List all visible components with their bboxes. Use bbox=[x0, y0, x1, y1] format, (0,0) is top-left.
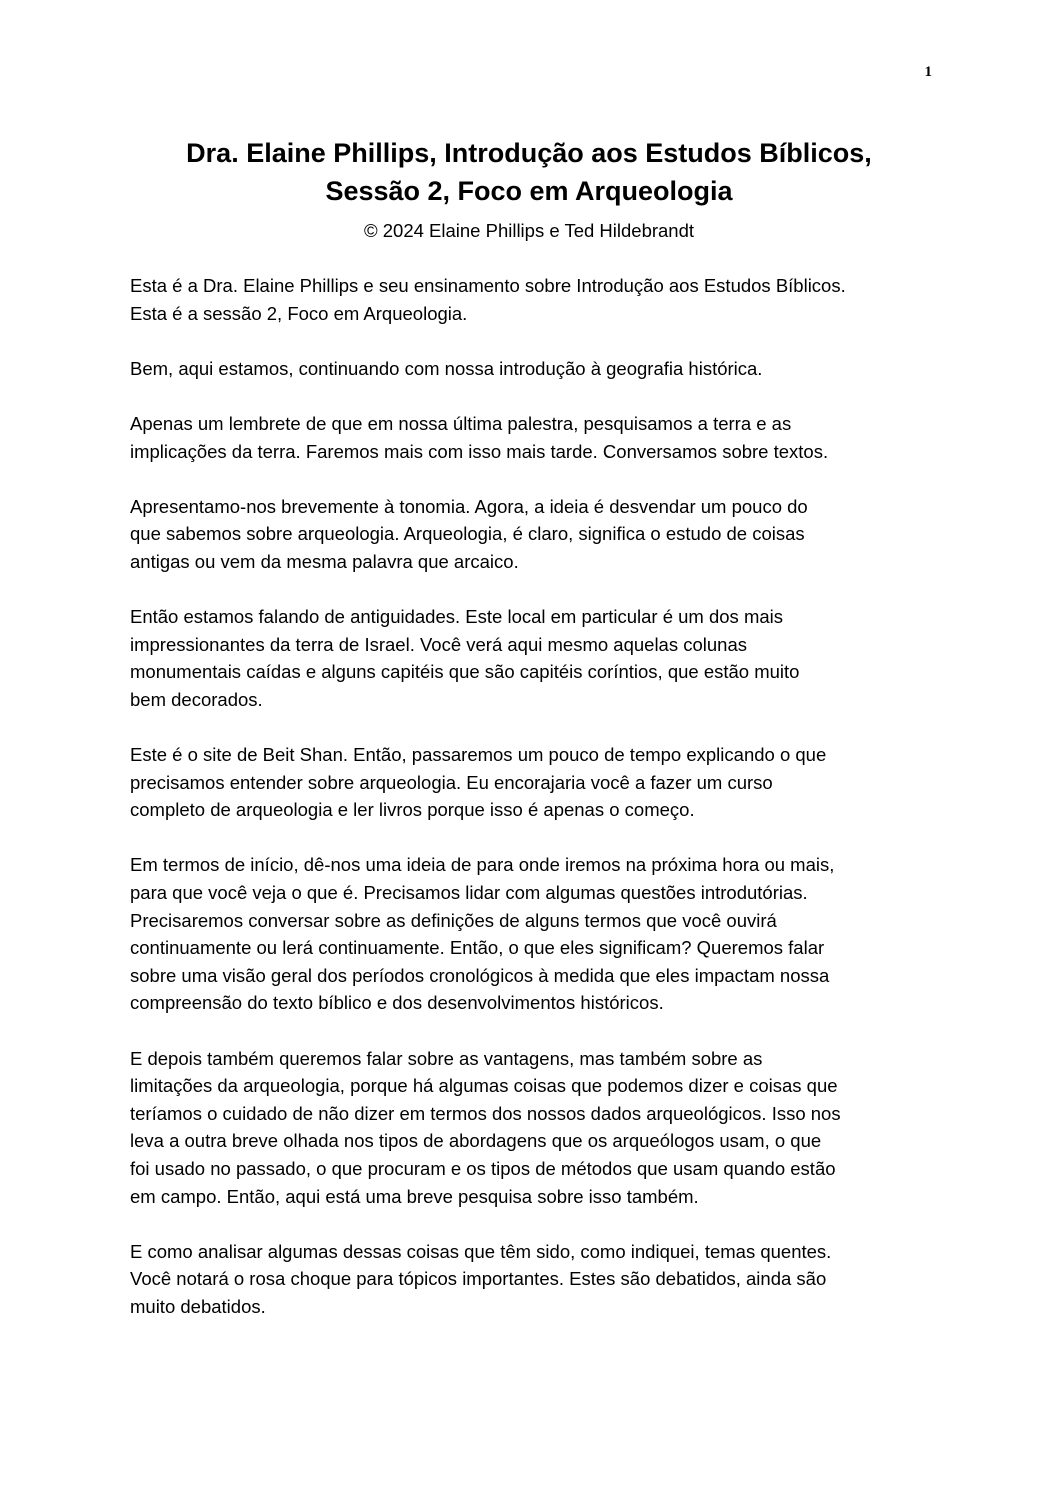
text-line: antigas ou vem da mesma palavra que arcaico. bbox=[130, 550, 519, 572]
text-line: Esta é a Dra. Elaine Phillips e seu ensinamento sobre Introdução aos Estudos Bíblicos. bbox=[130, 275, 846, 296]
text-line: Apresentamo-nos brevemente à tonomia. Agora, a ideia é desvendar um pouco do bbox=[130, 495, 808, 517]
text-line: Você notará o rosa choque para tópicos importantes. Estes são debatidos, ainda são bbox=[130, 1268, 827, 1290]
text-line: sobre uma visão geral dos períodos cronológicos à medida que eles impactam nossa bbox=[130, 964, 830, 986]
paragraph bbox=[130, 851, 940, 1017]
text-line: implicações da terra. Faremos mais com isso mais tarde. Conversamos sobre textos. bbox=[130, 440, 829, 462]
text-line: bem decorados. bbox=[130, 688, 263, 710]
text-line: monumentais caídas e alguns capitéis que são capitéis coríntios, que estão muito bbox=[130, 661, 800, 683]
text-line: em campo. Então, aqui está uma breve pesquisa sobre isso também. bbox=[130, 1185, 699, 1207]
page-number: 1 bbox=[924, 64, 932, 80]
copyright-notice: © 2024 Elaine Phillips e Ted Hildebrandt bbox=[363, 220, 695, 241]
text-line: Bem, aqui estamos, continuando com nossa introdução à geografia histórica. bbox=[130, 357, 763, 379]
text-line: completo de arqueologia e ler livros porque isso é apenas o começo. bbox=[130, 799, 695, 821]
document-title bbox=[100, 134, 958, 210]
text-line: impressionantes da terra de Israel. Você verá aqui mesmo aquelas colunas bbox=[130, 633, 748, 655]
text-line: Esta é a sessão 2, Foco em Arqueologia. bbox=[130, 302, 468, 324]
paragraph bbox=[130, 493, 940, 576]
text-line: E depois também queremos falar sobre as vantagens, mas também sobre as bbox=[130, 1047, 763, 1069]
paragraph bbox=[130, 741, 940, 824]
paragraph bbox=[130, 1238, 940, 1321]
paragraph bbox=[130, 272, 940, 327]
text-line: compreensão do texto bíblico e dos desenvolvimentos históricos. bbox=[130, 992, 664, 1014]
text-line: precisamos entender sobre arqueologia. Eu encorajaria você a fazer um curso bbox=[130, 771, 773, 793]
text-line: Apenas um lembrete de que em nossa última palestra, pesquisamos a terra e as bbox=[130, 412, 792, 434]
document-body bbox=[130, 272, 940, 1348]
text-line: que sabemos sobre arqueologia. Arqueologia, é claro, significa o estudo de coisas bbox=[130, 523, 805, 545]
text-line: Precisaremos conversar sobre as definições de alguns termos que você ouvirá bbox=[130, 909, 777, 931]
text-line: Então estamos falando de antiguidades. Este local em particular é um dos mais bbox=[130, 606, 784, 628]
text-line: muito debatidos. bbox=[130, 1295, 266, 1317]
text-line: E como analisar algumas dessas coisas que têm sido, como indiquei, temas quentes. bbox=[130, 1240, 832, 1262]
text-line: continuamente ou lerá continuamente. Então, o que eles significam? Queremos falar bbox=[130, 937, 825, 959]
text-line: foi usado no passado, o que procuram e os tipos de métodos que usam quando estão bbox=[130, 1158, 836, 1179]
paragraph bbox=[130, 1045, 940, 1211]
text-line: teríamos o cuidado de não dizer em termos dos nossos dados arqueológicos. Isso nos bbox=[130, 1102, 841, 1124]
paragraph bbox=[130, 603, 940, 713]
text-line: limitações da arqueologia, porque há algumas coisas que podemos dizer e coisas que bbox=[130, 1075, 838, 1097]
text-line: leva a outra breve olhada nos tipos de abordagens que os arqueólogos usam, o que bbox=[130, 1130, 822, 1152]
text-line: para que você veja o que é. Precisamos lidar com algumas questões introdutórias. bbox=[130, 882, 808, 904]
paragraph bbox=[130, 355, 940, 383]
text-line: Em termos de início, dê-nos uma ideia de para onde iremos na próxima hora ou mais, bbox=[130, 854, 835, 876]
text-line: Este é o site de Beit Shan. Então, passaremos um pouco de tempo explicando o que bbox=[130, 744, 827, 766]
paragraph bbox=[130, 410, 940, 465]
title-line: Sessão 2, Foco em Arqueologia bbox=[325, 176, 733, 206]
title-line: Dra. Elaine Phillips, Introdução aos Estudos Bíblicos, bbox=[186, 138, 872, 168]
